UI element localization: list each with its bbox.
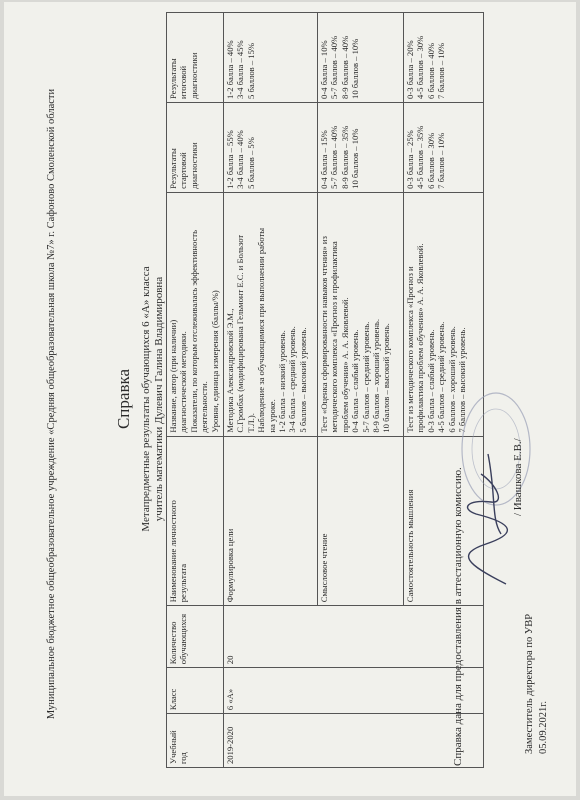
text-line: диагностической методики. xyxy=(178,331,189,433)
subtitle-line-1: Метапредметные результаты обучающихся 6 «А» класса xyxy=(140,266,152,532)
text-line: 5 баллов – 5% xyxy=(245,137,256,189)
text-line: 5-7 баллов – 40% xyxy=(329,125,340,189)
text-line: Количество xyxy=(168,621,178,665)
text-line: 5-7 баллов – средний уровень. xyxy=(360,321,371,433)
text-line: 6 баллов – 40% xyxy=(425,42,436,99)
text-line: Тест «Оценка сформированности навыков чтения» из xyxy=(319,236,329,433)
cell-class: 6 «А» xyxy=(224,668,484,714)
cell-start xyxy=(404,102,484,192)
text-line: 5 баллов – 15% xyxy=(245,42,256,99)
document-title: Справка xyxy=(114,368,133,430)
text-line: Уровни, единица измерения (баллы/%) xyxy=(209,290,220,433)
text-line: Наблюдение за обучающимися при выполнении работы xyxy=(256,227,267,433)
text-line: 1-2 балла – 55% xyxy=(225,130,235,189)
rotated-document xyxy=(6,4,572,794)
text-line: Т.Л.). xyxy=(245,413,256,433)
text-line: Показатели, по которым отслеживалась эффективность xyxy=(188,230,199,433)
text-line: 7 баллов – высокий уровень. xyxy=(457,327,468,433)
header-year xyxy=(167,714,224,768)
text-line: методического комплекса «Прогноз и профилактика xyxy=(329,241,340,433)
text-line: стартовой xyxy=(178,152,189,189)
header-result xyxy=(167,436,224,606)
text-line: 10 баллов – высокий уровень. xyxy=(381,323,392,433)
text-line: деятельности. xyxy=(199,381,210,433)
text-line: обучающихся xyxy=(178,613,189,665)
text-line: 8-9 баллов – 35% xyxy=(339,125,350,189)
text-line: 5 баллов – высокий уровень. xyxy=(297,327,308,433)
header-final-results xyxy=(167,13,224,103)
text-line: проблем обучения» А. А. Яковлевой. xyxy=(339,297,350,433)
table-row xyxy=(224,13,318,768)
text-line: Класс xyxy=(168,688,178,711)
note-text: Справка дана для предоставления в аттестационную комиссию. xyxy=(452,467,464,766)
text-line: Методика Александровской Э.М., xyxy=(225,308,235,433)
header-method xyxy=(167,192,224,436)
cell-result: Самостоятельность мышления xyxy=(404,436,484,606)
text-line: 1-2 балла – низкий уровень. xyxy=(277,330,288,433)
cell-start xyxy=(318,102,404,192)
text-line: 8-9 баллов – хороший уровень. xyxy=(371,319,382,433)
text-line: 10 баллов – 10% xyxy=(350,128,361,189)
text-line: профилактика проблем обучения» А. А. Яковлевой. xyxy=(415,243,426,433)
text-line: 0-3 балла – 25% xyxy=(405,130,415,189)
text-line: 4-5 баллов – 35% xyxy=(415,125,426,189)
text-line: диагностики xyxy=(188,142,199,189)
text-line: 4-5 баллов – средний уровень. xyxy=(436,321,447,433)
text-line: 5-7 баллов – 40% xyxy=(329,35,340,99)
subtitle-line-2: учитель математики Дулевич Галина Владимировна xyxy=(153,276,165,522)
text-line: 4-5 баллов – 30% xyxy=(415,35,426,99)
signature-role: Заместитель директора по УВР xyxy=(524,613,535,754)
text-line: 1-2 балла – 40% xyxy=(225,40,235,99)
cell-final xyxy=(404,13,484,103)
text-line: 0-3 балла – 20% xyxy=(405,40,415,99)
cell-final xyxy=(318,13,404,103)
text-line: 3-4 балла – средний уровень. xyxy=(287,326,298,433)
text-line: 0-4 балла – 15% xyxy=(319,130,329,189)
text-line: 10 баллов – 10% xyxy=(350,38,361,99)
header-count xyxy=(167,606,224,668)
text-line: Учебный xyxy=(168,730,178,764)
cell-count: 20 xyxy=(224,606,484,668)
text-line: 0-3 балла – слабый уровень. xyxy=(425,329,436,433)
cell-method xyxy=(224,192,318,436)
cell-year: 2019-2020 xyxy=(224,714,484,768)
text-line: 8-9 баллов – 40% xyxy=(339,35,350,99)
document-date: 05.09.2021г. xyxy=(538,701,549,754)
text-line: 7 баллов – 10% xyxy=(436,132,447,189)
text-line: 6 баллов – 30% xyxy=(425,132,436,189)
results-table xyxy=(166,12,484,768)
text-line: на уроке. xyxy=(266,399,277,433)
text-line: 0-4 балла – слабый уровень. xyxy=(350,329,361,433)
text-line: Результаты xyxy=(168,58,178,99)
text-line: Тест из методического комплекса «Прогноз и xyxy=(405,266,415,433)
text-line: Наименование личностного xyxy=(168,500,178,603)
school-header: Муниципальное бюджетное общеобразовательное учреждение «Средняя общеобразовательная школа №7» г. Сафоново Смоленской области xyxy=(46,88,57,720)
cell-result: Смысловое чтение xyxy=(318,436,404,606)
cell-result: Формулировка цели xyxy=(224,436,318,606)
cell-start xyxy=(224,102,318,192)
text-line: Название, автор (при наличии) xyxy=(168,319,178,433)
text-line: итоговой xyxy=(178,65,189,99)
text-line: диагностики xyxy=(188,52,199,99)
scanned-page xyxy=(4,2,576,796)
cell-final xyxy=(224,13,318,103)
text-line: 0-4 балла – 10% xyxy=(319,40,329,99)
text-line: 7 баллов – 10% xyxy=(436,42,447,99)
text-line: 6 баллов – хороший уровень. xyxy=(446,326,457,433)
cell-method xyxy=(318,192,404,436)
text-line: год xyxy=(178,752,189,764)
table-header-row xyxy=(167,13,224,768)
text-line: Результаты xyxy=(168,148,178,189)
signature-name: / Ивашкова Е.В./ xyxy=(512,438,524,516)
text-line: 3-4 балла – 40% xyxy=(235,130,246,189)
text-line: С.Громбах (модифицирована Гельмонт Е.С. и Бользот xyxy=(235,234,246,433)
document-subtitle xyxy=(140,4,166,794)
text-line: результата xyxy=(178,563,189,603)
header-class xyxy=(167,668,224,714)
text-line: 3-4 балла – 45% xyxy=(235,40,246,99)
header-start-results xyxy=(167,102,224,192)
